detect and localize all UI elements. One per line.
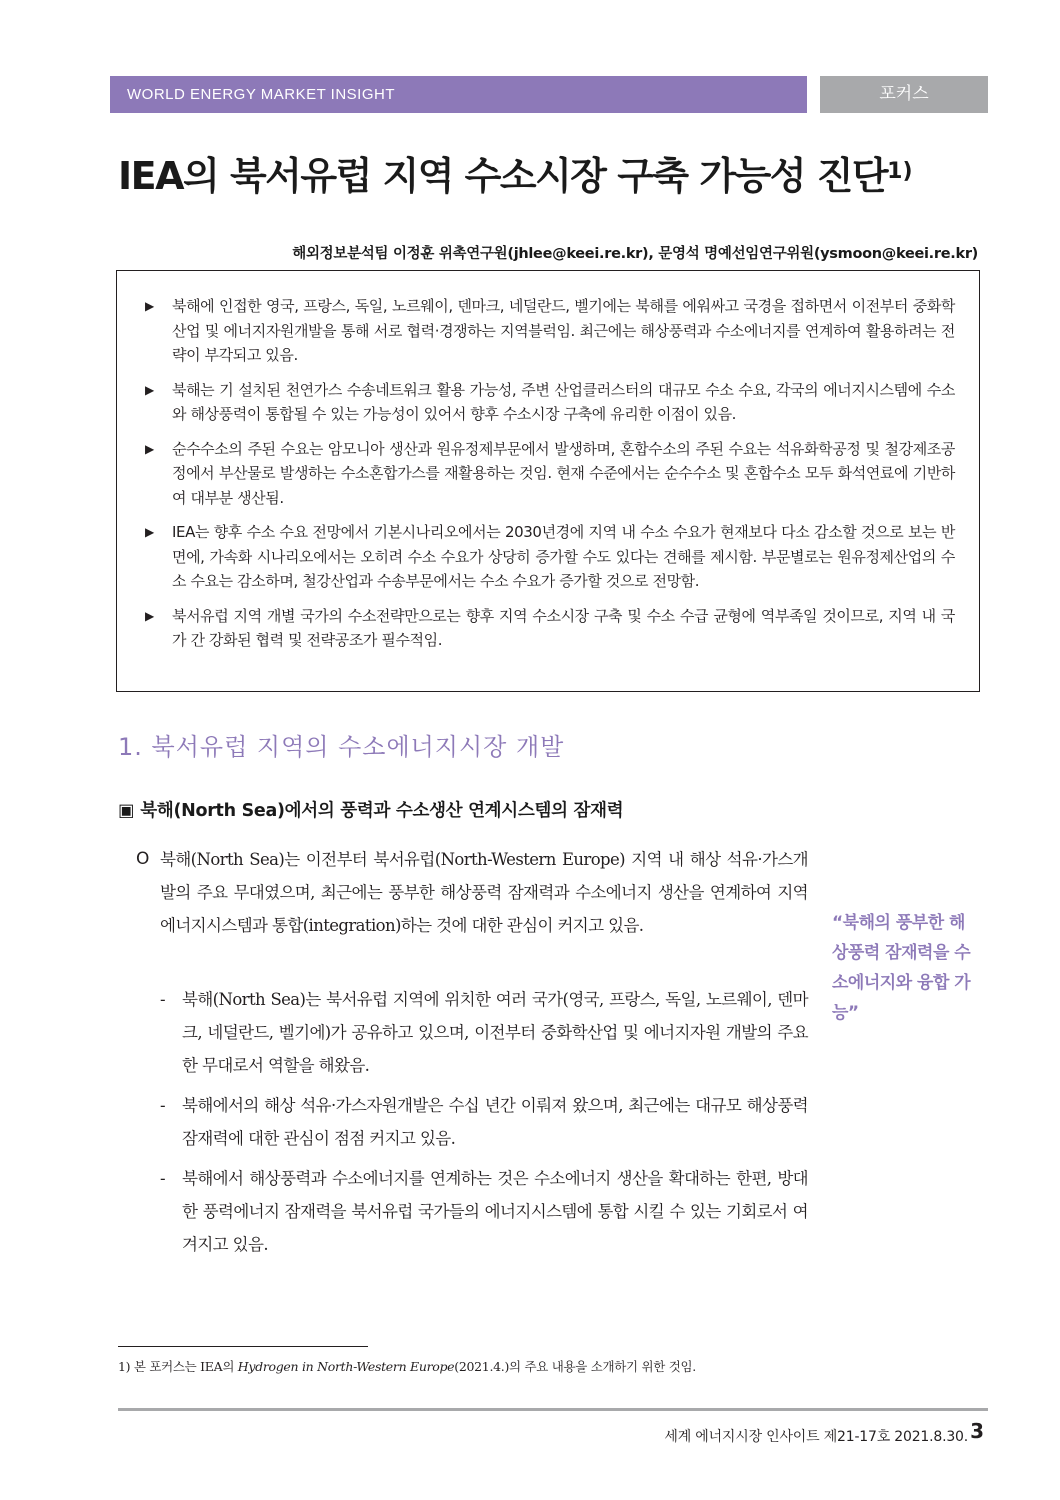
arrow-bullet-icon: ▶ [145, 608, 154, 623]
summary-item [145, 437, 955, 511]
series-banner: WORLD ENERGY MARKET INSIGHT [110, 76, 807, 113]
summary-item [145, 294, 955, 368]
pull-quote: “북해의 풍부한 해상풍력 잠재력을 수소에너지와 융합 가능” [832, 913, 971, 1023]
dash-bullet-icon: - [160, 1096, 165, 1115]
dash-item-text: 북해(North Sea)는 북서유럽 지역에 위치한 여러 국가(영국, 프랑스, 독일, 노르웨이, 덴마크, 네덜란드, 벨기에)가 공유하고 있으며, 이전부터 중화학산업 및 에너지자원 개발의 주요한 무대로서 역할을 해왔음. [182, 990, 808, 1075]
subsection-heading-text: 북해(North Sea)에서의 풍력과 수소생산 연계시스템의 잠재력 [140, 801, 624, 821]
title-footnote-ref[interactable]: 1) [887, 159, 913, 184]
summary-item-text: 북해는 기 설치된 천연가스 수송네트워크 활용 가능성, 주변 산업클러스터의 대규모 수소 수요, 각국의 에너지시스템에 수소와 해상풍력이 통합될 수 있는 가능성이 있어서 향후 수소시장 구축에 유리한 이점이 있음. [172, 380, 955, 423]
square-bullet-icon: ▣ [118, 801, 135, 821]
summary-item-text: 북서유럽 지역 개별 국가의 수소전략만으로는 향후 지역 수소시장 구축 및 수소 수급 균형에 역부족일 것이므로, 지역 내 국가 간 강화된 협력 및 전략공조가 필수적임. [172, 606, 955, 649]
circle-bullet-icon: O [136, 849, 149, 869]
footnote-prefix: 1) 본 포커스는 IEA의 [118, 1359, 238, 1374]
dash-list-item [160, 1089, 808, 1155]
main-paragraph [136, 843, 808, 942]
summary-list [145, 294, 955, 663]
section-tag: 포커스 [820, 76, 988, 113]
summary-item [145, 378, 955, 427]
title-text: IEA의 북서유럽 지역 수소시장 구축 가능성 진단 [118, 154, 888, 198]
arrow-bullet-icon: ▶ [145, 441, 154, 456]
summary-box [116, 270, 980, 692]
footnote-source-title: Hydrogen in North-Western Europe [237, 1359, 455, 1374]
dash-bullet-icon: - [160, 990, 165, 1009]
summary-item-text: IEA는 향후 수소 수요 전망에서 기본시나리오에서는 2030년경에 지역 내 수소 수요가 현재보다 다소 감소할 것으로 보는 반면에, 가속화 시나리오에서는 오히려 수소 수요가 상당히 증가할 수도 있다는 견해를 제시함. 부문별로는 원유정제산업의 수소 수요는 감소하며, 철강산업과 수송부문에서는 수소 수요가 증가할 것으로 전망함. [172, 523, 955, 590]
summary-item [145, 604, 955, 653]
dash-list-item [160, 983, 808, 1082]
authors-line: 해외정보분석팀 이정훈 위촉연구원(jhlee@keei.re.kr), 문영석 명예선임연구위원(ysmoon@keei.re.kr) [292, 246, 978, 262]
dash-bullet-icon: - [160, 1169, 165, 1188]
section-heading: 1. 북서유럽 지역의 수소에너지시장 개발 [118, 733, 565, 761]
main-paragraph-text: 북해(North Sea)는 이전부터 북서유럽(North-Western Europe) 지역 내 해상 석유·가스개발의 주요 무대였으며, 최근에는 풍부한 해상풍력 잠재력과 수소에너지 생산을 연계하여 지역 에너지시스템과 통합(integration)하는 것에 대한 관심이 커지고 있음. [160, 850, 808, 935]
footer-divider [118, 1408, 988, 1411]
footnote-divider [118, 1346, 368, 1347]
footnote [118, 1357, 696, 1375]
arrow-bullet-icon: ▶ [145, 299, 154, 313]
summary-item [145, 520, 955, 594]
footnote-suffix: (2021.4.)의 주요 내용을 소개하기 위한 것임. [454, 1359, 696, 1374]
page-number: 3 [970, 1419, 984, 1443]
arrow-bullet-icon: ▶ [145, 525, 154, 539]
dash-list-item [160, 1162, 808, 1261]
dash-item-text: 북해에서 해상풍력과 수소에너지를 연계하는 것은 수소에너지 생산을 확대하는 한편, 방대한 풍력에너지 잠재력을 북서유럽 국가들의 에너지시스템에 통합 시킬 수 있는 기회로서 여겨지고 있음. [182, 1169, 808, 1254]
arrow-bullet-icon: ▶ [145, 382, 154, 397]
subsection-heading [118, 797, 623, 822]
page-title [118, 146, 1018, 206]
summary-item-text: 북해에 인접한 영국, 프랑스, 독일, 노르웨이, 덴마크, 네덜란드, 벨기에는 북해를 에워싸고 국경을 접하면서 이전부터 중화학산업 및 에너지자원개발을 통해 서로 협력·경쟁하는 지역블럭임. 최근에는 해상풍력과 수소에너지를 연계하여 활용하려는 전략이 부각되고 있음. [172, 297, 955, 364]
footer-publication: 세계 에너지시장 인사이트 제21-17호 2021.8.30. [664, 1429, 968, 1445]
summary-item-text: 순수수소의 주된 수요는 암모니아 생산과 원유정제부문에서 발생하며, 혼합수소의 주된 수요는 석유화학공정 및 철강제조공정에서 부산물로 발생하는 수소혼합가스를 재활용하는 것임. 현재 수준에서는 순수수소 및 혼합수소 모두 화석연료에 기반하여 대부분 생산됨. [172, 439, 955, 507]
dash-item-text: 북해에서의 해상 석유·가스자원개발은 수십 년간 이뤄져 왔으며, 최근에는 대규모 해상풍력 잠재력에 대한 관심이 점점 커지고 있음. [182, 1096, 808, 1148]
